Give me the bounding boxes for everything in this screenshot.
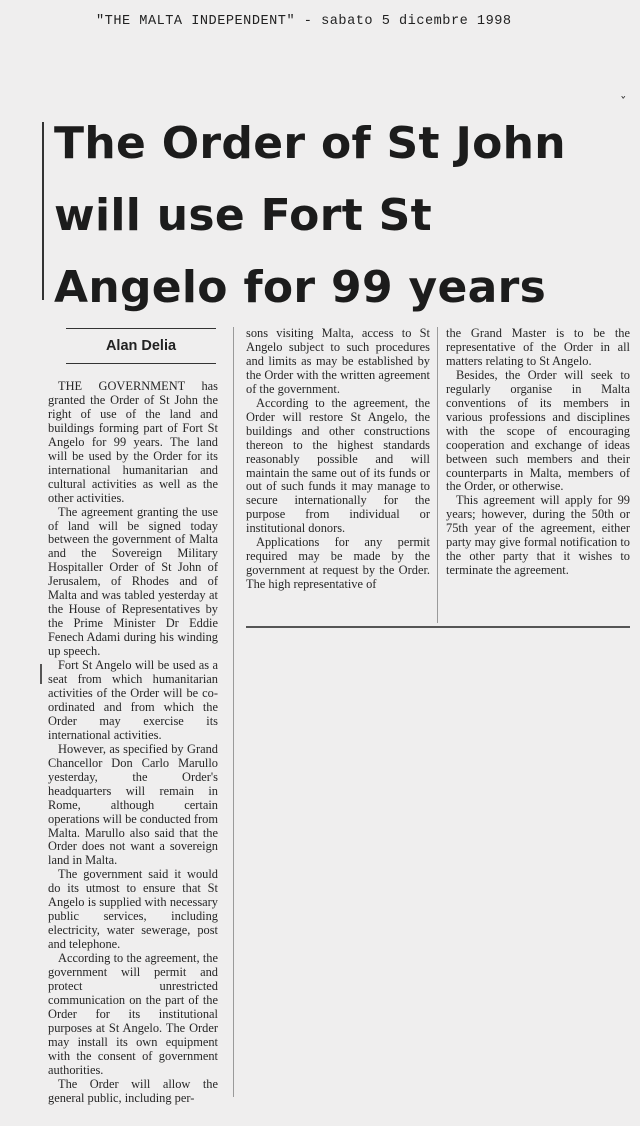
corner-mark: ˇ [620,96,627,111]
headline [54,108,634,324]
paragraph: This agreement will apply for 99 years; however, during the 50th or 75th year of the agreement, either party may give formal notification to the other party that it wishes to terminate the agreement. [446,493,630,578]
byline-box [66,328,216,364]
paragraph: According to the agreement, the Order will restore St Angelo, the buildings and other constructions thereon to the highest standards reasonably possible and will maintain the same out of its funds or out of such funds it may manage to secure internationally for the purpose from individual or institutional donors. [246,395,430,536]
paragraph: The agreement granting the use of land will be signed today between the government of Malta and the Sovereign Military Hospitaller Order of St John of Jerusalem, of Rhodes and of Malta and was tabled yesterday at the House of Representatives by the Prime Minister Dr Eddie Fenech Adami during his winding up speech. [48,504,218,659]
paragraph: Besides, the Order will seek to regularly organise in Malta conventions of its members in various professions and disciplines with the scope of encouraging cooperation and exchange of ideas between such members and their counterparts in Malta, members of the Order, or otherwise. [446,367,630,494]
article-end-rule [246,626,630,628]
byline: Alan Delia [105,338,177,354]
paragraph: According to the agreement, the government will permit and protect unrestricted communication on the part of the Order for its institutional purposes at St Angelo. The Order may install its own equipment with the consent of government authorities. [48,951,218,1077]
dateline: "THE MALTA INDEPENDENT" - sabato 5 dicembre 1998 [96,14,512,29]
paragraph: the Grand Master is to be the representative of the Order in all matters relating to St Angelo. [446,326,630,368]
paragraph: The Order will allow the general public, including per- [48,1076,218,1105]
margin-mark [40,664,42,684]
column-divider [233,327,234,1097]
paragraph: The government said it would do its utmost to ensure that St Angelo is supplied with necessary public services, including electricity, water sewerage, post and telephone. [48,867,218,952]
paragraph: However, as specified by Grand Chancellor Don Carlo Marullo yesterday, the Order's headquarters will remain in Rome, although certain operations will be conducted from Malta. Marullo also said that the Order does not want a sovereign land in Malta. [48,741,218,868]
headline-line-1: The Order of St John [54,118,566,169]
headline-rule [42,122,44,300]
column-divider [437,327,438,623]
headline-line-3: Angelo for 99 years [54,262,547,313]
paragraph: sons visiting Malta, access to St Angelo subject to such procedures and limits as may be established by the Order with the written agreement of the government. [246,326,430,396]
paragraph: Applications for any permit required may be made by the government at request by the Order. The high representative of [246,535,430,592]
paragraph: Fort St Angelo will be used as a seat from which humanitarian activities of the Order will be co-ordinated and from which the Order may exercise its international activities. [48,658,218,742]
article-column-1 [48,380,218,1106]
article-column-3 [446,327,630,578]
article-column-2 [246,327,430,592]
paragraph: THE GOVERNMENT has granted the Order of St John the right of use of the land and buildings forming part of Fort St Angelo for 99 years. The land will be used by the Order for its international humanitarian and cultural activities as well as the other activities. [48,379,218,505]
headline-line-2: will use Fort St [54,190,432,241]
